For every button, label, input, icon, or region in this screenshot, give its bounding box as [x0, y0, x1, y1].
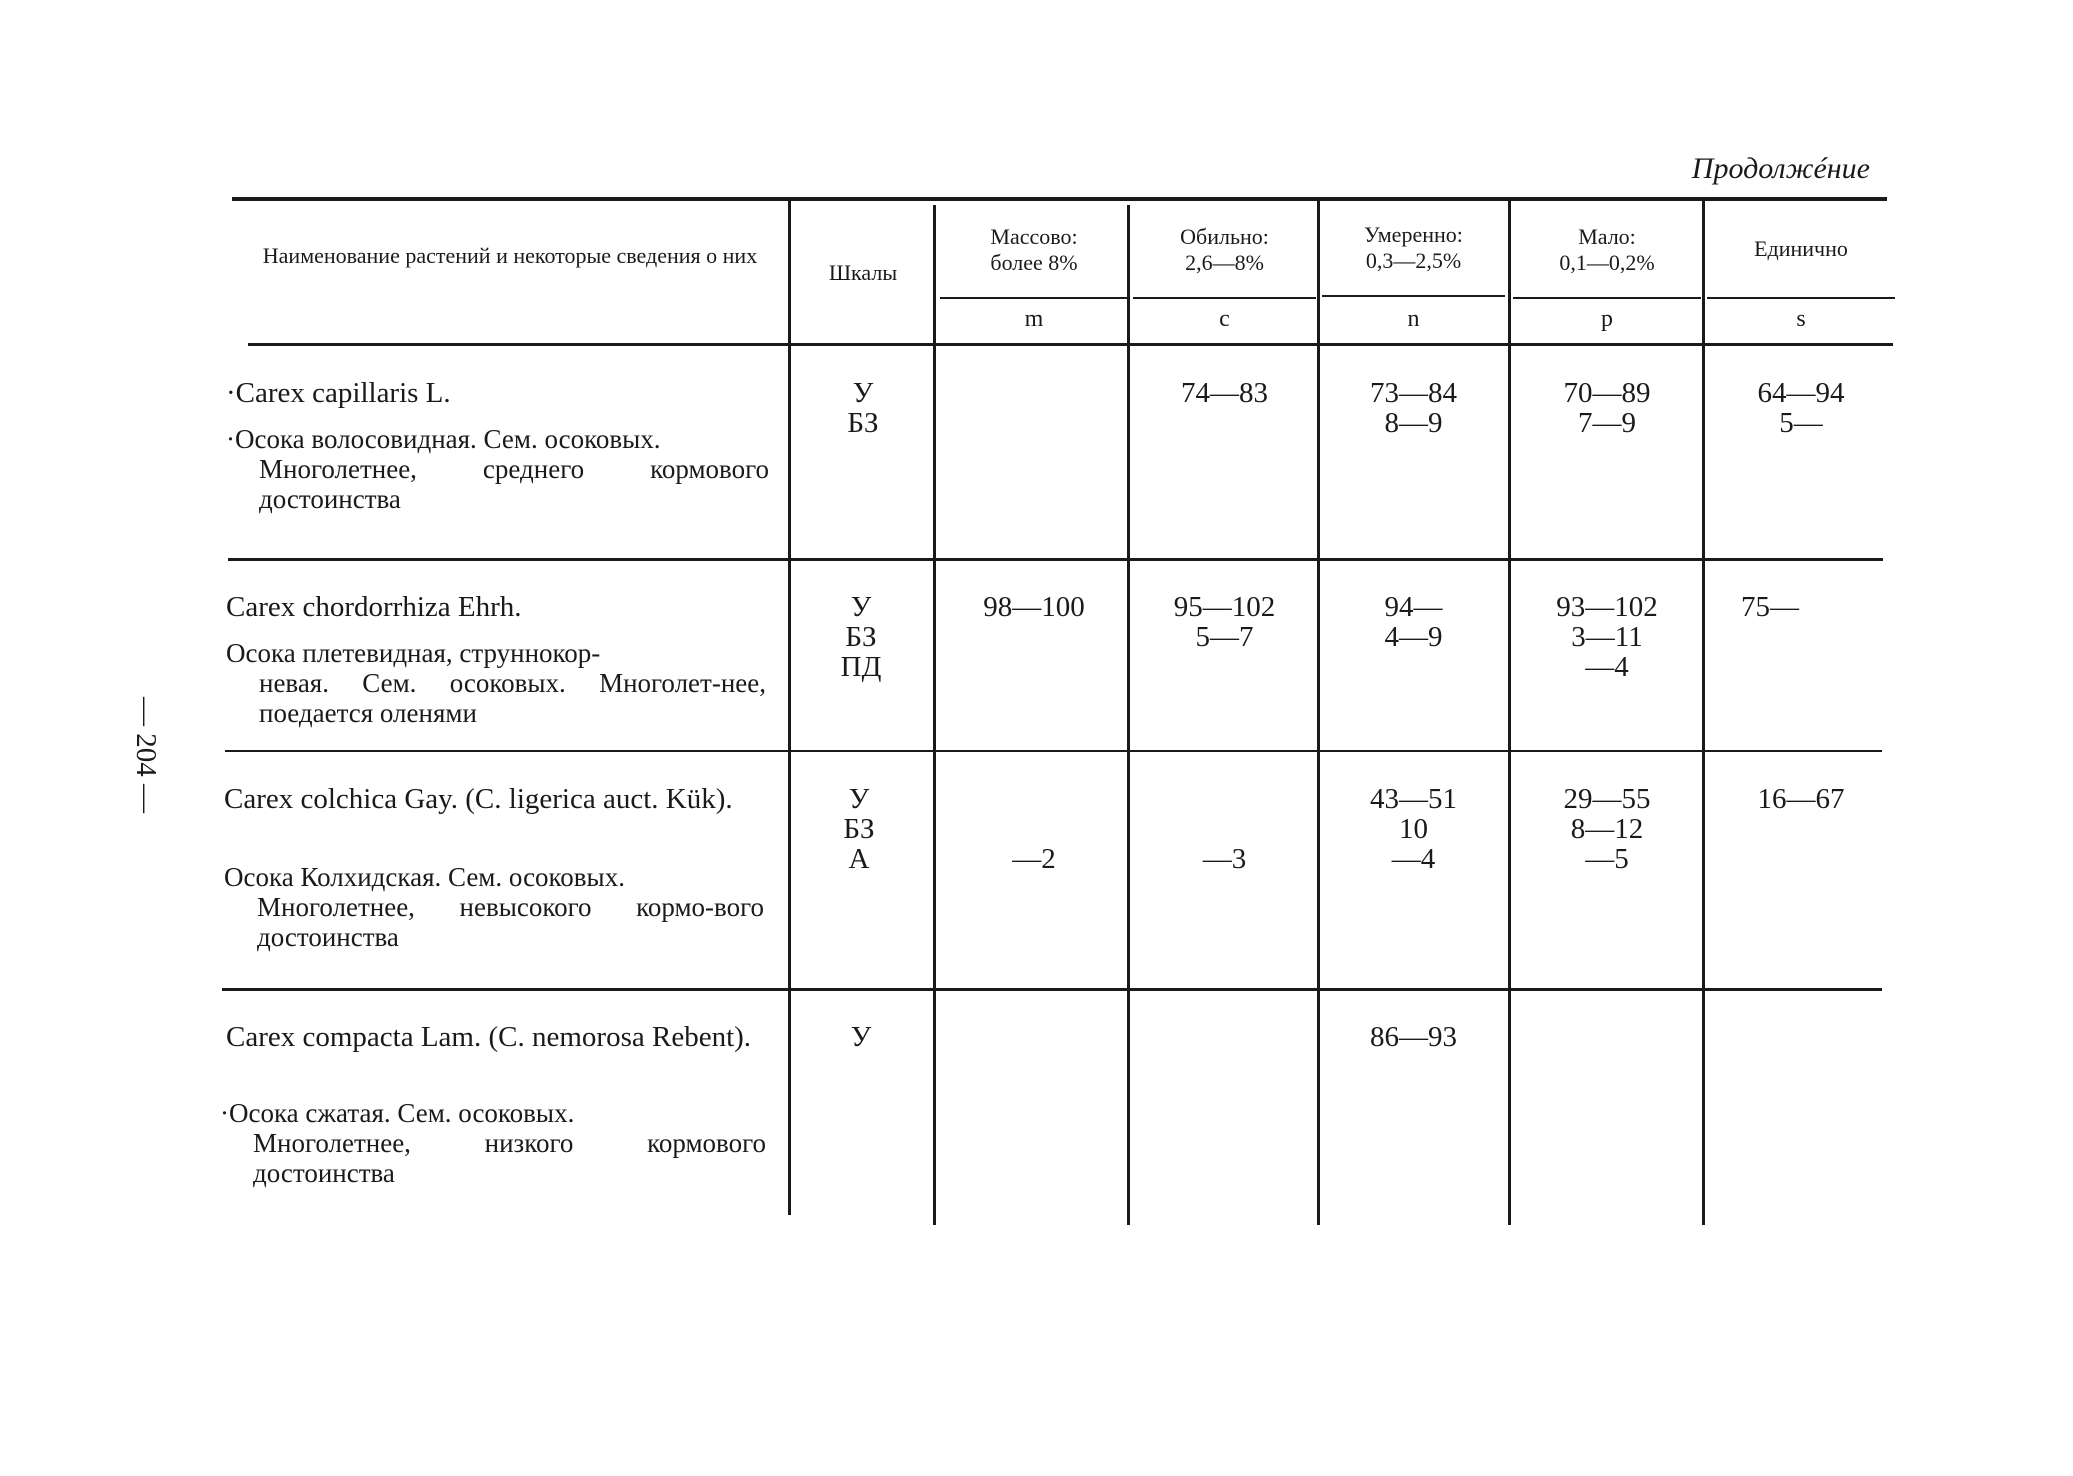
continuation-label: Продолжéние [1691, 152, 1870, 185]
row2-m: 98—100 [983, 591, 1085, 623]
row3-c: —3 [1202, 843, 1247, 875]
row2-desc-rest: невая. Сем. осоковых. Многолет-нее, поедается оленями [259, 668, 766, 728]
row2-c: 95—102 5—7 [1173, 591, 1276, 653]
row3-s: 16—67 [1757, 783, 1845, 815]
header-sub-rule-p [1513, 297, 1701, 299]
row4-desc-first: ·Осока сжатая. Сем. осоковых. [220, 1098, 575, 1128]
header-abundance-massovo: Массово: более 8% [990, 224, 1078, 275]
row3-p: 29—55 8—12 —5 [1563, 783, 1651, 875]
col-line-3 [1127, 205, 1130, 1225]
header-code-n: n [1407, 306, 1420, 332]
row-separator-2 [225, 750, 1882, 752]
row1-latin-name: ·Carex capillaris L. [226, 377, 451, 409]
col-line-6 [1702, 200, 1705, 1225]
row1-desc-first: ·Осока волосовидная. Сем. осоковых. [226, 424, 661, 454]
row4-n: 86—93 [1370, 1021, 1457, 1053]
page-number: — 204 — [130, 697, 162, 813]
header-name-column [240, 232, 780, 279]
row3-scales: У БЗ А [843, 783, 875, 875]
row2-scales: У БЗ ПД [840, 591, 882, 683]
row3-latin-name [224, 784, 769, 814]
header-sub-rule-s [1707, 297, 1895, 299]
header-code-m: m [1024, 306, 1044, 332]
header-name-label: Наименование растений и некоторые сведения о них [262, 243, 758, 268]
header-code-p: p [1601, 306, 1613, 332]
row3-description [224, 862, 764, 952]
row4-latin-name [226, 1022, 766, 1052]
row1-desc-rest: Многолетнее, среднего кормового достоинства [259, 454, 769, 514]
row3-desc-rest: Многолетнее, невысокого кормо-вого достоинства [257, 892, 764, 952]
col-line-4 [1317, 200, 1320, 1225]
header-sub-rule-n [1322, 295, 1505, 297]
col-line-1 [788, 200, 791, 1215]
row1-description [226, 424, 769, 514]
header-code-s: s [1796, 306, 1806, 332]
row4-description [220, 1098, 766, 1188]
row4-scales: У [850, 1021, 872, 1053]
row2-n: 94— 4—9 [1384, 591, 1443, 653]
row1-scales: У БЗ [847, 377, 879, 439]
row4-desc-rest: Многолетнее, низкого кормового достоинства [253, 1128, 766, 1188]
row2-desc-first: Осока плетевидная, струннокор- [226, 638, 601, 668]
row3-m: —2 [1012, 843, 1056, 875]
row3-desc-first: Осока Колхидская. Сем. осоковых. [224, 862, 625, 892]
header-abundance-obilno: Обильно: 2,6—8% [1180, 224, 1269, 275]
row3-n: 43—51 10 —4 [1370, 783, 1457, 875]
header-abundance-edinichno: Единично [1754, 236, 1848, 261]
row2-description [226, 638, 766, 728]
row-separator-3 [222, 988, 1882, 991]
header-sub-rule-m [940, 297, 1128, 299]
header-bottom-rule [248, 343, 1893, 346]
row2-latin-name: Carex chordorrhiza Ehrh. [226, 591, 522, 623]
header-sub-rule-c [1133, 297, 1316, 299]
header-code-c: c [1219, 306, 1230, 332]
row1-s: 64—94 5— [1757, 377, 1845, 439]
row2-s: 75— [1741, 591, 1799, 623]
row3-latin-text: Carex colchica Gay. (C. ligerica auct. Kük). [224, 783, 733, 815]
row1-p: 70—89 7—9 [1563, 377, 1651, 439]
header-abundance-malo: Мало: 0,1—0,2% [1559, 224, 1655, 275]
col-line-5 [1508, 200, 1511, 1225]
table-top-rule [232, 197, 1887, 201]
header-scales-column: Шкалы [828, 260, 898, 285]
row4-latin-text: Carex compacta Lam. (C. nemorosa Rebent). [226, 1021, 752, 1053]
row-separator-1 [228, 558, 1883, 561]
header-abundance-umerenno: Умеренно: 0,3—2,5% [1364, 222, 1463, 273]
row2-p: 93—102 3—11 —4 [1556, 591, 1658, 683]
row1-n: 73—84 8—9 [1370, 377, 1457, 439]
row1-c: 74—83 [1181, 377, 1268, 409]
col-line-2 [933, 205, 936, 1225]
